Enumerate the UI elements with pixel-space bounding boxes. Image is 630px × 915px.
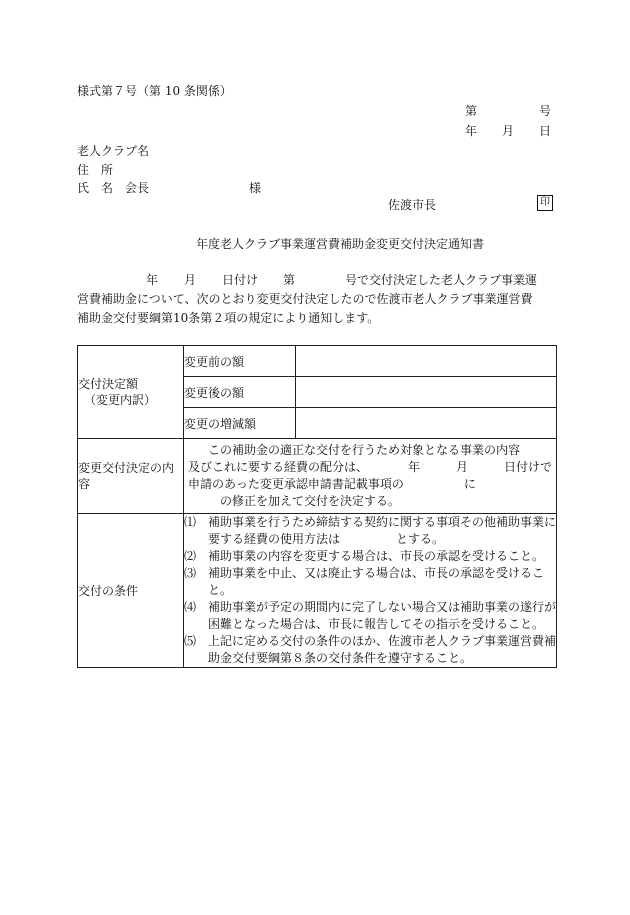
- condition-text-3: 補助事業を中止、又は廃止する場合は、市長の承認を受けること。: [207, 566, 544, 597]
- doc-number-dai: 第: [465, 104, 478, 118]
- before-amount-label: 変更前の額: [183, 346, 295, 377]
- condition-item-3: [184, 565, 556, 599]
- decision-content-line3: [188, 476, 552, 493]
- intro-line3: 補助金交付要綱第10条第２項の規定により通知します。: [77, 311, 380, 325]
- decision-line2-year: 年: [407, 460, 420, 474]
- before-amount-value: [295, 346, 556, 377]
- decision-line2-month: 月: [455, 460, 468, 474]
- condition-text-2: 補助事業の内容を変更する場合は、市長の承認を受けること。: [207, 549, 544, 563]
- change-amount-label: 変更の増減額: [183, 408, 295, 439]
- condition-num-5: ⑸: [183, 634, 196, 648]
- decision-content-line2: [188, 459, 552, 476]
- club-name-label: 老人クラブ名: [77, 144, 150, 158]
- decision-content-cell: [183, 439, 556, 514]
- condition-text-5: 上記に定める交付の条件のほか、佐渡市老人クラブ事業運営費補助金交付要綱第８条の交付条件を遵守すること。: [207, 634, 556, 665]
- conditions-label: 交付の条件: [78, 514, 184, 668]
- name-label: 氏 名 会長: [77, 181, 150, 195]
- condition-item-4: [184, 599, 556, 633]
- intro-dai: 第: [283, 273, 296, 287]
- grant-amount-label-cell: [78, 346, 184, 439]
- condition-text-1b: とする。: [395, 532, 444, 546]
- condition-num-4: ⑷: [183, 600, 196, 614]
- condition-num-2: ⑵: [183, 549, 196, 563]
- intro-line1-rest: 号で交付決定した老人クラブ事業運: [345, 273, 538, 287]
- conditions-cell: [183, 514, 556, 668]
- decision-content-label: 変更交付決定の内容: [78, 439, 184, 514]
- condition-item-2: [184, 548, 556, 565]
- decision-table: [77, 345, 557, 668]
- date-year: 年: [465, 124, 478, 138]
- condition-item-5: [184, 633, 556, 667]
- condition-item-1: [184, 514, 556, 548]
- decision-line2-dated: 日付けで: [503, 460, 552, 474]
- form-number: 様式第７号（第 10 条関係）: [77, 84, 232, 98]
- grant-amount-sublabel: （変更内訳）: [84, 393, 157, 407]
- intro-dated: 日付け: [222, 273, 259, 287]
- intro-year: 年: [146, 273, 159, 287]
- intro-month: 月: [184, 273, 197, 287]
- doc-number-go: 号: [539, 104, 552, 118]
- condition-num-1: ⑴: [183, 515, 196, 529]
- condition-text-1a: 補助事業を行うため締結する契約に関する事項その他補助事業に要する経費の使用方法は: [207, 515, 556, 546]
- decision-content-line1: この補助金の適正な交付を行うため対象となる事業の内容: [207, 443, 520, 457]
- sender-title: 佐渡市長: [388, 198, 437, 212]
- decision-content-line4: の修正を加えて交付を決定する。: [219, 494, 400, 508]
- decision-line3-text: 申請のあった変更承認申請書記載事項の: [187, 477, 404, 491]
- change-amount-value: [295, 408, 556, 439]
- after-amount-label: 変更後の額: [183, 377, 295, 408]
- condition-num-3: ⑶: [183, 566, 196, 580]
- document-title: 年度老人クラブ事業運営費補助金変更交付決定通知書: [196, 237, 485, 251]
- address-label: 住 所: [77, 163, 114, 177]
- date-day: 日: [539, 124, 552, 138]
- condition-text-4: 補助事業が予定の期間内に完了しない場合又は補助事業の遂行が困難となった場合は、市長に報告してその指示を受けること。: [207, 600, 556, 631]
- seal-mark: 印: [537, 195, 553, 211]
- sama-label: 様: [249, 181, 262, 195]
- after-amount-value: [295, 377, 556, 408]
- decision-line2-text: 及びこれに要する経費の配分は、: [187, 460, 368, 474]
- grant-amount-label: 交付決定額: [78, 377, 139, 391]
- date-month: 月: [502, 124, 515, 138]
- decision-line3-ni: に: [463, 477, 476, 491]
- intro-line2: 営費補助金について、次のとおり変更交付決定したので佐渡市老人クラブ事業運営費: [77, 292, 533, 306]
